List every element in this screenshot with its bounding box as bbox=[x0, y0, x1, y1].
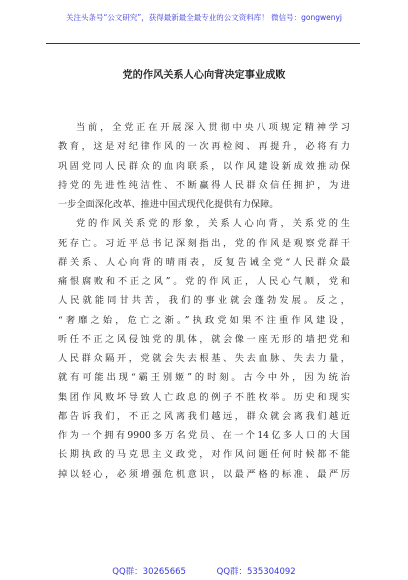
body-line: “奢靡之始，危亡之渐。”执政党如果不注重作风建设， bbox=[58, 314, 350, 326]
body-line: 一步全面深化改革、推进中国式现代化提供有力保障。 bbox=[58, 199, 279, 210]
body-line: 死存亡。习近平总书记深刻指出，党的作风是观察党群干 bbox=[58, 237, 350, 249]
body-line: 巩固党同人民群众的血肉联系，以作风建设新成效推动保 bbox=[58, 160, 350, 172]
body-line: 长期执政的马克思主义政党，对作风问题任何时候都不能 bbox=[58, 449, 350, 461]
body-line: 都告诉我们，不正之风离我们越远，群众就会离我们越近 bbox=[58, 410, 350, 422]
body-line: 掉以轻心，必须增强危机意识，以最严格的标准、最严厉 bbox=[58, 468, 350, 480]
body-line: 教育，这是对纪律作风的一次再检阅、再提升，必将有力 bbox=[58, 141, 350, 153]
footer-qq-group-1: QQ群：30265665 bbox=[112, 567, 186, 577]
page-header: 关注头条号“公文研究”，获得最新最全最专业的公文资料库！ 微信号：gongwenyj bbox=[65, 13, 343, 22]
body-line: 人民就能同甘共苦，我们的事业就会蓬勃发展。反之， bbox=[58, 295, 350, 307]
body-line: 持党的先进性纯洁性、不断赢得人民群众信任拥护，为进 bbox=[58, 179, 350, 191]
body-line: 党的作风关系党的形象，关系人心向背，关系党的生 bbox=[76, 218, 350, 230]
body-line: 作为一个拥有9900多万名党员、在一个14亿多人口的大国 bbox=[58, 430, 350, 441]
document-title: 党的作风关系人心向背决定事业成败 bbox=[122, 70, 286, 81]
header-divider bbox=[46, 43, 360, 44]
document-body bbox=[58, 118, 350, 484]
page-footer bbox=[0, 565, 408, 577]
body-line: 人民群众隔开，党就会失去根基、失去血脉、失去力量， bbox=[58, 353, 350, 364]
body-line: 集团作风败坏导致人亡政息的例子不胜枚举。历史和现实 bbox=[58, 391, 350, 403]
body-line: 群关系、人心向背的晴雨表，反复告诫全党“人民群众最 bbox=[58, 256, 350, 268]
body-line: 当前，全党正在开展深入贯彻中央八项规定精神学习 bbox=[76, 122, 350, 133]
body-line: 痛恨腐败和不正之风”。党的作风正，人民心气顺，党和 bbox=[58, 276, 350, 287]
body-line: 听任不正之风侵蚀党的肌体，就会像一座无形的墙把党和 bbox=[58, 333, 350, 345]
body-line: 就有可能出现“霸王别姬”的时刻。古今中外，因为统治 bbox=[58, 372, 350, 384]
footer-qq-group-2: QQ群：535304092 bbox=[216, 567, 296, 577]
